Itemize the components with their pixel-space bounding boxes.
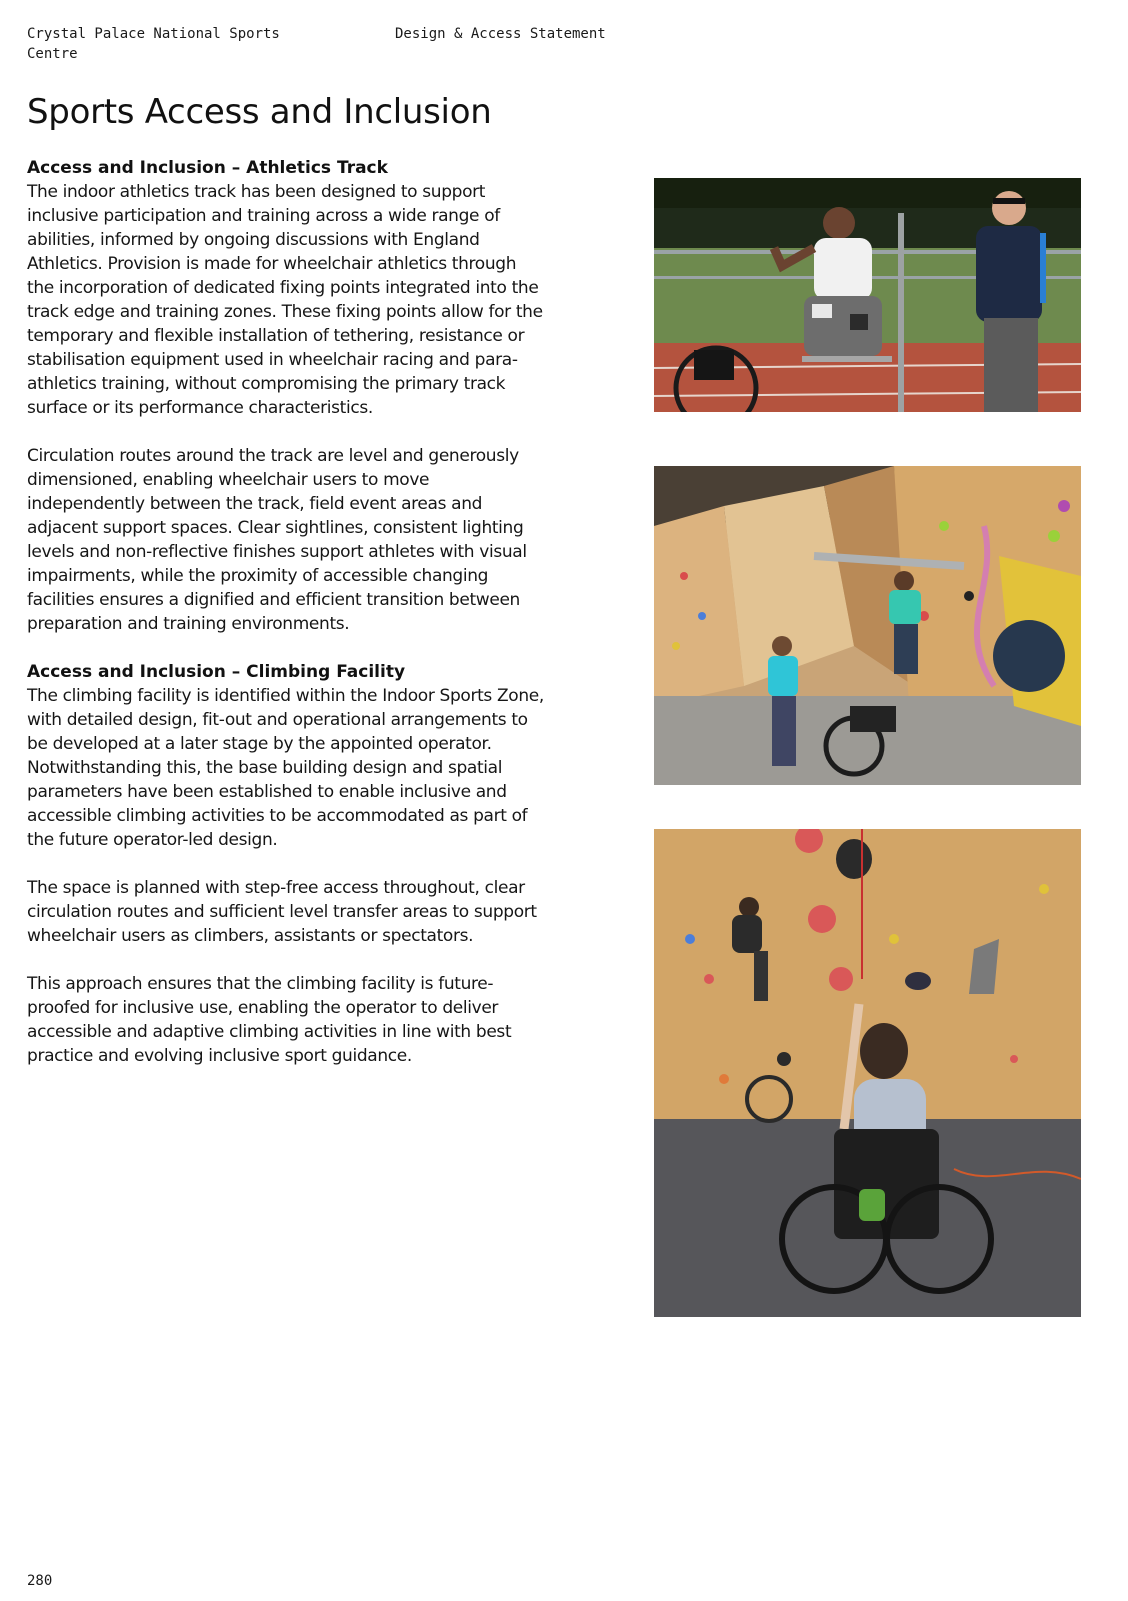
section-title-climbing: Access and Inclusion – Climbing Facility — [27, 662, 406, 682]
page-title: Sports Access and Inclusion — [27, 92, 492, 132]
body-text-column — [27, 156, 547, 1092]
photo-athletics-training — [654, 178, 1081, 412]
athletics-paragraph-2: Circulation routes around the track are level and generously dimensioned, enabling wheelchair users to move independently between the track, field event areas and adjacent support spaces. Clear sightlines, consistent lighting levels and non-reflective finishes support athletes with visual impairments, while the proximity of accessible changing facilities ensures a dignified and efficient transition between preparation and training environments. — [27, 446, 527, 634]
photo-climbing-facility-wall — [654, 466, 1081, 785]
climbing-paragraph-2: The space is planned with step-free access throughout, clear circulation routes and sufficient level transfer areas to support wheelchair users as climbers, assistants or spectators. — [27, 878, 537, 946]
header-document-title: Design & Access Statement — [395, 26, 606, 42]
header-project-name: Crystal Palace National Sports Centre — [27, 26, 280, 62]
page-number: 280 — [27, 1573, 53, 1589]
athletics-paragraph-1: The indoor athletics track has been designed to support inclusive participation and training across a wide range of abilities, informed by ongoing discussions with England Athletics. Provision is made for wheelchair athletics through the incorporation of dedicated fixing points integrated into the track edge and training zones. These fixing points allow for the temporary and flexible installation of tethering, resistance or stabilisation equipment used in wheelchair racing and para-athletics training, without compromising the primary track surface or its performance characteristics. — [27, 182, 543, 418]
climbing-paragraph-1: The climbing facility is identified within the Indoor Sports Zone, with detailed design, fit-out and operational arrangements to be developed at a later stage by the appointed operator. Notwithstanding this, the base building design and spatial parameters have been established to enable inclusive and accessible climbing activities to be accommodated as part of the future operator-led design. — [27, 686, 544, 850]
photo-climbing-belay — [654, 829, 1081, 1317]
climbing-paragraph-3: This approach ensures that the climbing facility is future-proofed for inclusive use, enabling the operator to deliver accessible and adaptive climbing activities in line with best practice and evolving inclusive sport guidance. — [27, 974, 512, 1066]
section-title-athletics: Access and Inclusion – Athletics Track — [27, 158, 388, 178]
